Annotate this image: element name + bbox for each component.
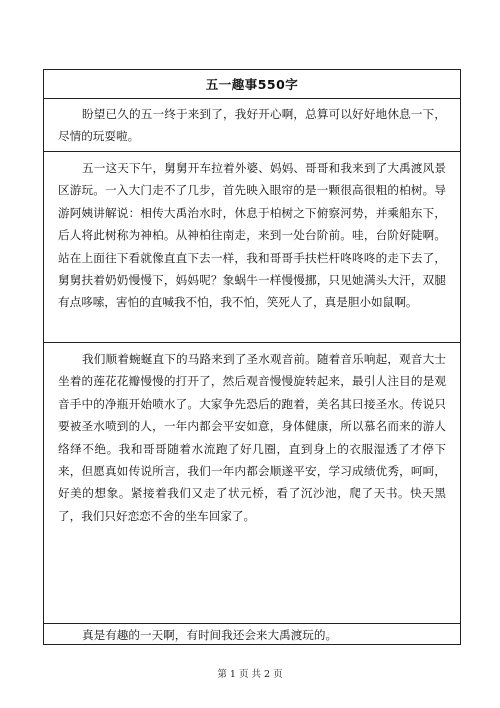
document-title: 五一趣事550字: [44, 70, 460, 99]
page-footer: 第 1 页 共 2 页: [217, 669, 283, 680]
paragraph-3: 我们顺着蜿蜒直下的马路来到了圣水观音前。随着音乐响起，观音大士坐着的莲花花瓣慢慢的打开了，然后观音慢慢旋转起来，最引人注目的是观音手中的净瓶开始喷水了。大家争先恐后的跑着，美名其曰接圣水。传说只要被圣水喷到的人，一年内都会平安如意，身体健康，所以慕名而来的游人络绎不绝。我和哥哥随着水流跑了好几圈，直到身上的衣服湿透了才停下来，但愿真如传说所言，我们一年内都会顺遂平安，学习成绩优秀，呵呵，好美的想象。紧接着我们又走了状元桥，看了沉沙池，爬了天书。快天黑了，我们只好恋恋不舍的坐车回家了。: [44, 343, 460, 624]
paragraph-2: 五一这天下午，舅舅开车拉着外婆、妈妈、哥哥和我来到了大禹渡风景区游玩。一入大门走不了几步，首先映入眼帘的是一颗很高很粗的柏树。导游阿姨讲解说：相传大禹治水时，休息于柏树之下俯察河势，并乘船东下，后人将此树称为神柏。从神柏往南走，来到一处台阶前。哇，台阶好陡啊。站在上面往下看就像直直下去一样，我和哥哥手扶栏杆咚咚咚的走下去了，舅舅扶着奶奶慢慢下，妈妈呢？象蜗牛一样慢慢挪，只见她满头大汗，双腿有点哆嗦，害怕的直喊我不怕，我不怕，笑死人了，真是胆小如鼠啊。: [44, 152, 460, 343]
paragraph-1: 盼望已久的五一终于来到了，我好开心啊，总算可以好好地休息一下，尽情的玩耍啦。: [44, 99, 460, 152]
document-table: [43, 69, 461, 645]
paragraph-4: 真是有趣的一天啊，有时间我还会来大禹渡玩的。: [82, 628, 338, 642]
